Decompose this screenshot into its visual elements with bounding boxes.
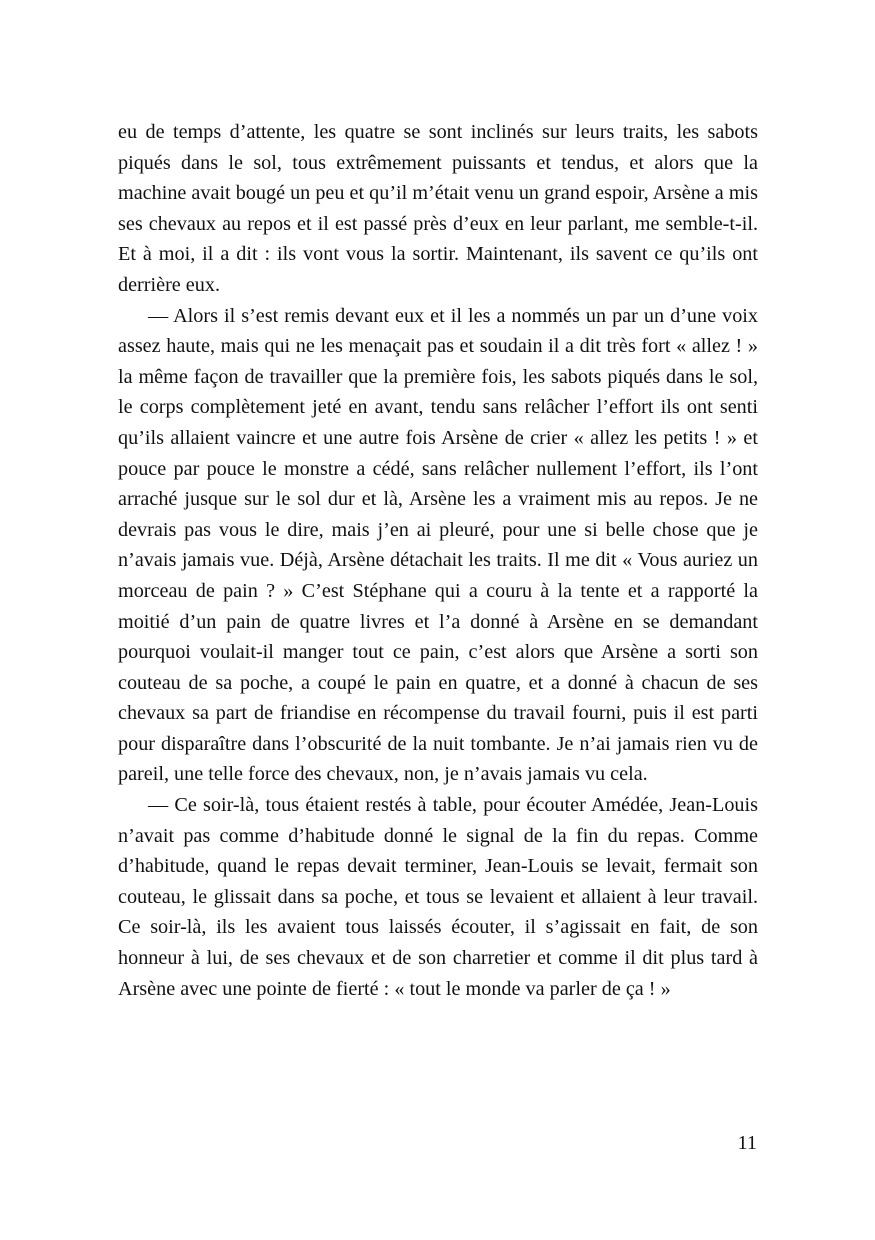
body-text bbox=[118, 117, 758, 1004]
paragraph-3: — Ce soir-là, tous étaient restés à table, pour écouter Amédée, Jean-Louis n’avait pas comme d’habitude donné le signal de la fin du repas. Comme d’habitude, quand le repas devait terminer, Jean-Louis se levait, fermait son couteau, le glissait dans sa poche, et tous se levaient et allaient à leur travail. Ce soir-là, ils les avaient tous laissés écouter, il s’agissait en fait, de son honneur à lui, de ses chevaux et de son charretier et comme il dit plus tard à Arsène avec une pointe de fierté : « tout le monde va parler de ça ! » bbox=[118, 794, 758, 1000]
page-number: 11 bbox=[737, 1132, 757, 1154]
paragraph-2: — Alors il s’est remis devant eux et il les a nommés un par un d’une voix assez haute, mais qui ne les menaçait pas et soudain il a dit très fort « allez ! » la même façon de travailler que la première fois, les sabots piqués dans le sol, le corps complètement jeté en avant, tendu sans relâcher l’effort ils ont senti qu’ils allaient vaincre et une autre fois Arsène de crier « allez les petits ! » et pouce par pouce le monstre a cédé, sans relâcher nullement l’effort, ils l’ont arraché jusque sur le sol dur et là, Arsène les a vraiment mis au repos. Je ne devrais pas vous le dire, mais j’en ai pleuré, pour une si belle chose que je n’avais jamais vue. Déjà, Arsène détachait les traits. Il me dit « Vous auriez un morceau de pain ? » C’est Stéphane qui a couru à la tente et a rapporté la moitié d’un pain de quatre livres et l’a donné à Arsène en se demandant pourquoi voulait-il manger tout ce pain, c’est alors que Arsène a sorti son couteau de sa poche, a coupé le pain en quatre, et a donné à chacun de ses chevaux sa part de friandise en récompense du travail fourni, puis il est parti pour disparaître dans l’obscurité de la nuit tombante. Je n’ai jamais rien vu de pareil, une telle force des chevaux, non, je n’avais jamais vu cela. bbox=[118, 304, 758, 786]
paragraph-1: eu de temps d’attente, les quatre se sont inclinés sur leurs traits, les sabots piqués dans le sol, tous extrêmement puissants et tendus, et alors que la machine avait bougé un peu et qu’il m’était venu un grand espoir, Arsène a mis ses chevaux au repos et il est passé près d’eux en leur parlant, me semble-t-il. Et à moi, il a dit : ils vont vous la sortir. Maintenant, ils savent ce qu’ils ont derrière eux. bbox=[118, 121, 758, 296]
